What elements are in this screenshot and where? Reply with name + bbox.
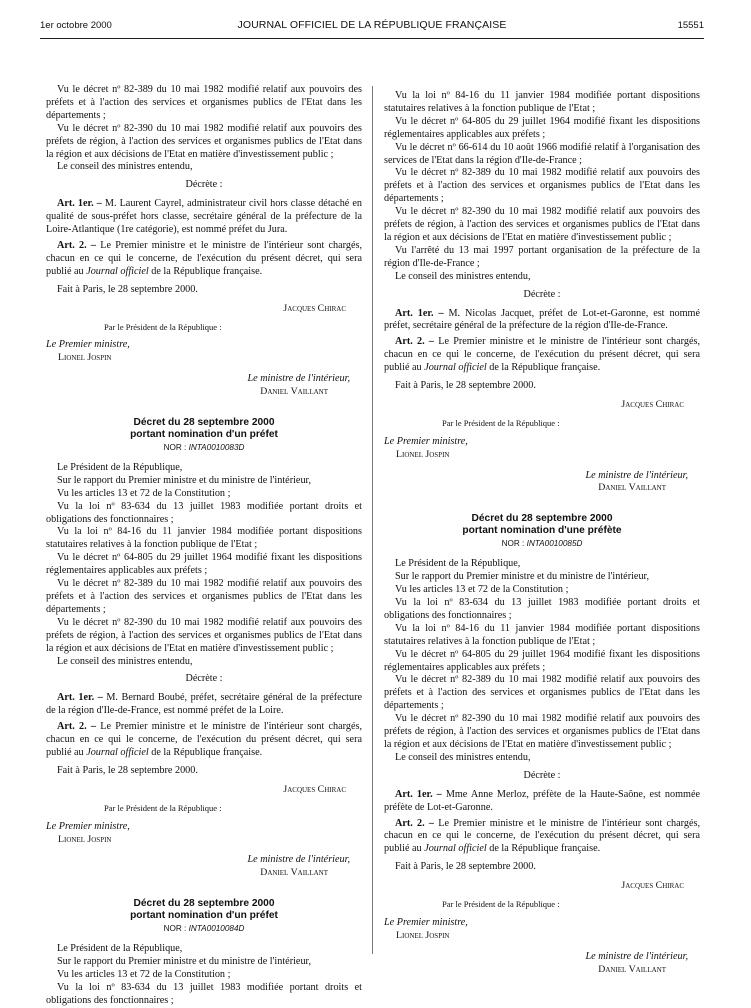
signature-president: Jacques Chirac (621, 398, 684, 410)
fait-a-paris: Fait à Paris, le 28 septembre 2000. (57, 764, 198, 776)
nor-label: NOR : (501, 539, 525, 549)
decree-paragraph: Le conseil des ministres entendu, (395, 751, 531, 763)
signature-president: Jacques Chirac (283, 783, 346, 795)
issue-date: 1er octobre 2000 (40, 20, 112, 31)
article-text: de la République française. (151, 265, 263, 277)
decree-paragraph: Le conseil des ministres entendu, (57, 655, 193, 667)
decrete-heading: Décrète : (523, 288, 561, 300)
par-le-president: Par le Président de la République : (104, 802, 222, 813)
nor-reference (46, 442, 362, 455)
decree-paragraph: Vu le décret nº 82-389 du 10 mai 1982 modifié relatif aux pouvoirs des préfets et à l'action des services et organismes publics de l'Etat dans les départements ; (46, 578, 362, 615)
decree-subtitle: portant nomination d'une préfète (462, 525, 622, 537)
decree-paragraph: Vu les articles 13 et 72 de la Constitution ; (57, 487, 231, 499)
decrete-heading: Décrète : (523, 769, 561, 781)
article-label: Art. 1er. – (395, 788, 442, 800)
article-text: Le Premier ministre et le ministre de l'intérieur sont chargés, chacun en ce qui le concerne, de l'exécution du présent décret, qui sera publié au (384, 817, 701, 855)
premier-ministre-title: Le Premier ministre, (384, 916, 468, 928)
par-le-president: Par le Président de la République : (442, 417, 560, 428)
page-header (40, 18, 704, 34)
article-text: Le Premier ministre et le ministre de l'intérieur sont chargés, chacun en ce qui le concerne, de l'exécution du présent décret, qui sera publié au (384, 336, 701, 374)
decree-subtitle: portant nomination d'un préfet (130, 429, 278, 441)
article-text: M. Laurent Cayrel, administrateur civil hors classe détaché en qualité de sous-préfet hors classe, secrétaire général de la préfecture de la Loire-Atlantique (1re catégorie), est nommé préfet du Jura. (46, 198, 362, 236)
decree-paragraph: Le Président de la République, (57, 461, 183, 473)
article-italic: Journal officiel (86, 265, 149, 277)
visa-paragraph: Vu le décret nº 82-390 du 10 mai 1982 modifié relatif aux pouvoirs des préfets de région, à l'action des services et organismes publics de l'Etat dans la région et aux décisions de l'Etat en matière d'investissement public ; (384, 206, 700, 243)
decree-paragraph: Vu le décret nº 82-390 du 10 mai 1982 modifié relatif aux pouvoirs des préfets de région, à l'action des services et organismes publics de l'Etat dans la région et aux décisions de l'Etat en matière d'investissement public ; (384, 713, 700, 750)
article-label: Art. 2. – (395, 336, 435, 348)
article-label: Art. 2. – (57, 239, 97, 251)
fait-a-paris: Fait à Paris, le 28 septembre 2000. (395, 861, 536, 873)
visa-paragraph: Vu l'arrêté du 13 mai 1997 portant organisation de la préfecture de la région d'Ile-de-France ; (384, 244, 700, 269)
decree-subtitle: portant nomination d'un préfet (130, 910, 278, 922)
article-1 (46, 198, 362, 237)
article-text: M. Nicolas Jacquet, préfet de Lot-et-Garonne, est nommé préfet, secrétaire général de la préfecture de la région d'Ile-de-France. (384, 307, 701, 332)
nor-code: INTA0010084D (188, 924, 245, 934)
decree-paragraph: Vu la loi nº 83-634 du 13 juillet 1983 modifiée portant droits et obligations des fonctionnaires ; (384, 597, 700, 621)
fait-a-paris: Fait à Paris, le 28 septembre 2000. (57, 283, 198, 295)
decree-paragraph: Sur le rapport du Premier ministre et du ministre de l'intérieur, (395, 571, 650, 583)
nor-label: NOR : (163, 924, 187, 934)
premier-ministre-title: Le Premier ministre, (46, 820, 130, 832)
fait-a-paris: Fait à Paris, le 28 septembre 2000. (395, 380, 536, 392)
header-rule (40, 38, 704, 39)
visa-paragraph: Vu la loi nº 84-16 du 11 janvier 1984 modifiée portant dispositions statutaires relatives à la fonction publique de l'Etat ; (384, 90, 700, 114)
article-2 (46, 240, 362, 279)
decree-paragraph: Vu la loi nº 84-16 du 11 janvier 1984 modifiée portant dispositions statutaires relatives à la fonction publique de l'Etat ; (46, 526, 362, 551)
right-column (384, 90, 700, 977)
article-italic: Journal officiel (424, 362, 487, 374)
visa-paragraph: Vu le décret nº 82-389 du 10 mai 1982 modifié relatif aux pouvoirs des préfets et à l'action des services et organismes publics de l'Etat dans les départements ; (46, 84, 362, 121)
article-italic: Journal officiel (86, 746, 149, 758)
visa-paragraph: Le conseil des ministres entendu, (395, 270, 531, 282)
ministre-interieur-name: Daniel Vaillant (260, 386, 328, 398)
decrete-heading: Décrète : (185, 179, 223, 191)
article-2 (46, 721, 362, 760)
article-2 (384, 336, 700, 375)
decree-paragraph: Vu la loi nº 83-634 du 13 juillet 1983 modifiée portant droits et obligations des fonctionnaires ; (46, 500, 362, 525)
ministre-interieur-title: Le ministre de l'intérieur, (247, 373, 350, 385)
article-2 (384, 818, 700, 857)
article-text: Le Premier ministre et le ministre de l'intérieur sont chargés, chacun en ce qui le concerne, de l'exécution du présent décret, qui sera publié au (46, 239, 363, 277)
article-label: Art. 1er. – (57, 198, 102, 210)
ministre-interieur-title: Le ministre de l'intérieur, (247, 854, 350, 866)
decree-title: Décret du 28 septembre 2000 (471, 513, 613, 525)
decree-paragraph: Vu la loi nº 84-16 du 11 janvier 1984 modifiée portant dispositions statutaires relatives à la fonction publique de l'Etat ; (384, 622, 700, 647)
visa-paragraph: Vu le décret nº 66-614 du 10 août 1966 modifié relatif à l'organisation des services de l'Etat dans la région d'Ile-de-France ; (384, 141, 700, 166)
decree-title: Décret du 28 septembre 2000 (133, 417, 275, 429)
article-text: Le Premier ministre et le ministre de l'intérieur sont chargés, chacun en ce qui le concerne, de l'exécution du présent décret, qui sera publié au (46, 721, 363, 758)
premier-ministre-title: Le Premier ministre, (384, 435, 468, 447)
visa-paragraph: Vu le décret nº 64-805 du 29 juillet 1964 modifié fixant les dispositions réglementaires applicables aux préfets ; (384, 115, 700, 140)
decree-paragraph: Vu le décret nº 64-805 du 29 juillet 1964 modifié fixant les dispositions réglementaires applicables aux préfets ; (46, 552, 362, 577)
decree-paragraph: Vu les articles 13 et 72 de la Constitution ; (57, 968, 231, 980)
ministre-interieur-name: Daniel Vaillant (598, 482, 666, 494)
article-text: de la République française. (489, 362, 601, 374)
decree-title: Décret du 28 septembre 2000 (133, 898, 275, 910)
ministre-interieur-name: Daniel Vaillant (598, 963, 666, 975)
decree-paragraph: Vu le décret nº 64-805 du 29 juillet 1964 modifié fixant les dispositions réglementaires applicables aux préfets ; (384, 648, 700, 673)
nor-code: INTA0010083D (188, 443, 245, 453)
premier-ministre-name: Lionel Jospin (396, 448, 450, 460)
visa-paragraph: Le conseil des ministres entendu, (57, 161, 193, 173)
visa-paragraph: Vu le décret nº 82-389 du 10 mai 1982 modifié relatif aux pouvoirs des préfets et à l'action des services et organismes publics de l'Etat dans les départements ; (384, 167, 700, 205)
premier-ministre-name: Lionel Jospin (58, 833, 112, 845)
article-1 (46, 692, 362, 718)
par-le-president: Par le Président de la République : (442, 899, 560, 910)
decree-paragraph: Vu le décret nº 82-390 du 10 mai 1982 modifié relatif aux pouvoirs des préfets de région, à l'action des services et organismes publics de l'Etat dans la région et aux décisions de l'Etat en matière d'investissement public ; (46, 616, 362, 654)
article-label: Art. 1er. – (395, 307, 444, 319)
article-1 (384, 308, 700, 334)
article-text: M. Bernard Boubé, préfet, secrétaire général de la préfecture de la région d'Ile-de-France, est nommé préfet de la Loire. (46, 692, 363, 717)
nor-label: NOR : (163, 443, 187, 453)
ministre-interieur-title: Le ministre de l'intérieur, (585, 950, 688, 962)
article-1 (384, 789, 700, 815)
article-text: de la République française. (151, 746, 263, 758)
article-italic: Journal officiel (424, 843, 487, 855)
decrete-heading: Décrète : (185, 673, 223, 685)
premier-ministre-name: Lionel Jospin (58, 352, 112, 364)
page-number: 15551 (677, 20, 704, 31)
decree-paragraph: Vu le décret nº 82-389 du 10 mai 1982 modifié relatif aux pouvoirs des préfets et à l'action des services et organismes publics de l'Etat dans les départements ; (384, 674, 700, 712)
decree-paragraph: Vu la loi nº 83-634 du 13 juillet 1983 modifiée portant droits et obligations des fonctionnaires ; (46, 981, 362, 1006)
left-column (46, 84, 362, 1008)
decree-paragraph: Sur le rapport du Premier ministre et du ministre de l'intérieur, (57, 474, 312, 486)
visa-paragraph: Vu le décret nº 82-390 du 10 mai 1982 modifié relatif aux pouvoirs des préfets de région, à l'action des services et organismes publics de l'Etat dans la région et aux décisions de l'Etat en matière d'investissement public ; (46, 122, 362, 160)
article-label: Art. 2. – (395, 817, 435, 829)
nor-reference (384, 538, 700, 551)
nor-code: INTA0010085D (526, 539, 583, 549)
signature-president: Jacques Chirac (283, 302, 346, 314)
article-label: Art. 1er. – (57, 692, 103, 704)
article-label: Art. 2. – (57, 721, 97, 733)
nor-reference (46, 923, 362, 936)
journal-title: JOURNAL OFFICIEL DE LA RÉPUBLIQUE FRANÇAISE (237, 19, 507, 31)
premier-ministre-name: Lionel Jospin (396, 929, 450, 941)
decree-paragraph: Le Président de la République, (395, 558, 521, 570)
ministre-interieur-title: Le ministre de l'intérieur, (585, 469, 688, 481)
ministre-interieur-name: Daniel Vaillant (260, 867, 328, 879)
decree-paragraph: Vu les articles 13 et 72 de la Constitution ; (395, 584, 569, 596)
article-text: de la République française. (489, 843, 601, 855)
decree-paragraph: Sur le rapport du Premier ministre et du ministre de l'intérieur, (57, 956, 312, 968)
signature-president: Jacques Chirac (621, 880, 684, 892)
article-text: Mme Anne Merloz, préfète de la Haute-Saône, est nommée préfète de Lot-et-Garonne. (384, 788, 700, 813)
decree-paragraph: Le Président de la République, (57, 943, 183, 955)
par-le-president: Par le Président de la République : (104, 321, 222, 332)
premier-ministre-title: Le Premier ministre, (46, 339, 130, 351)
column-divider (372, 86, 373, 954)
